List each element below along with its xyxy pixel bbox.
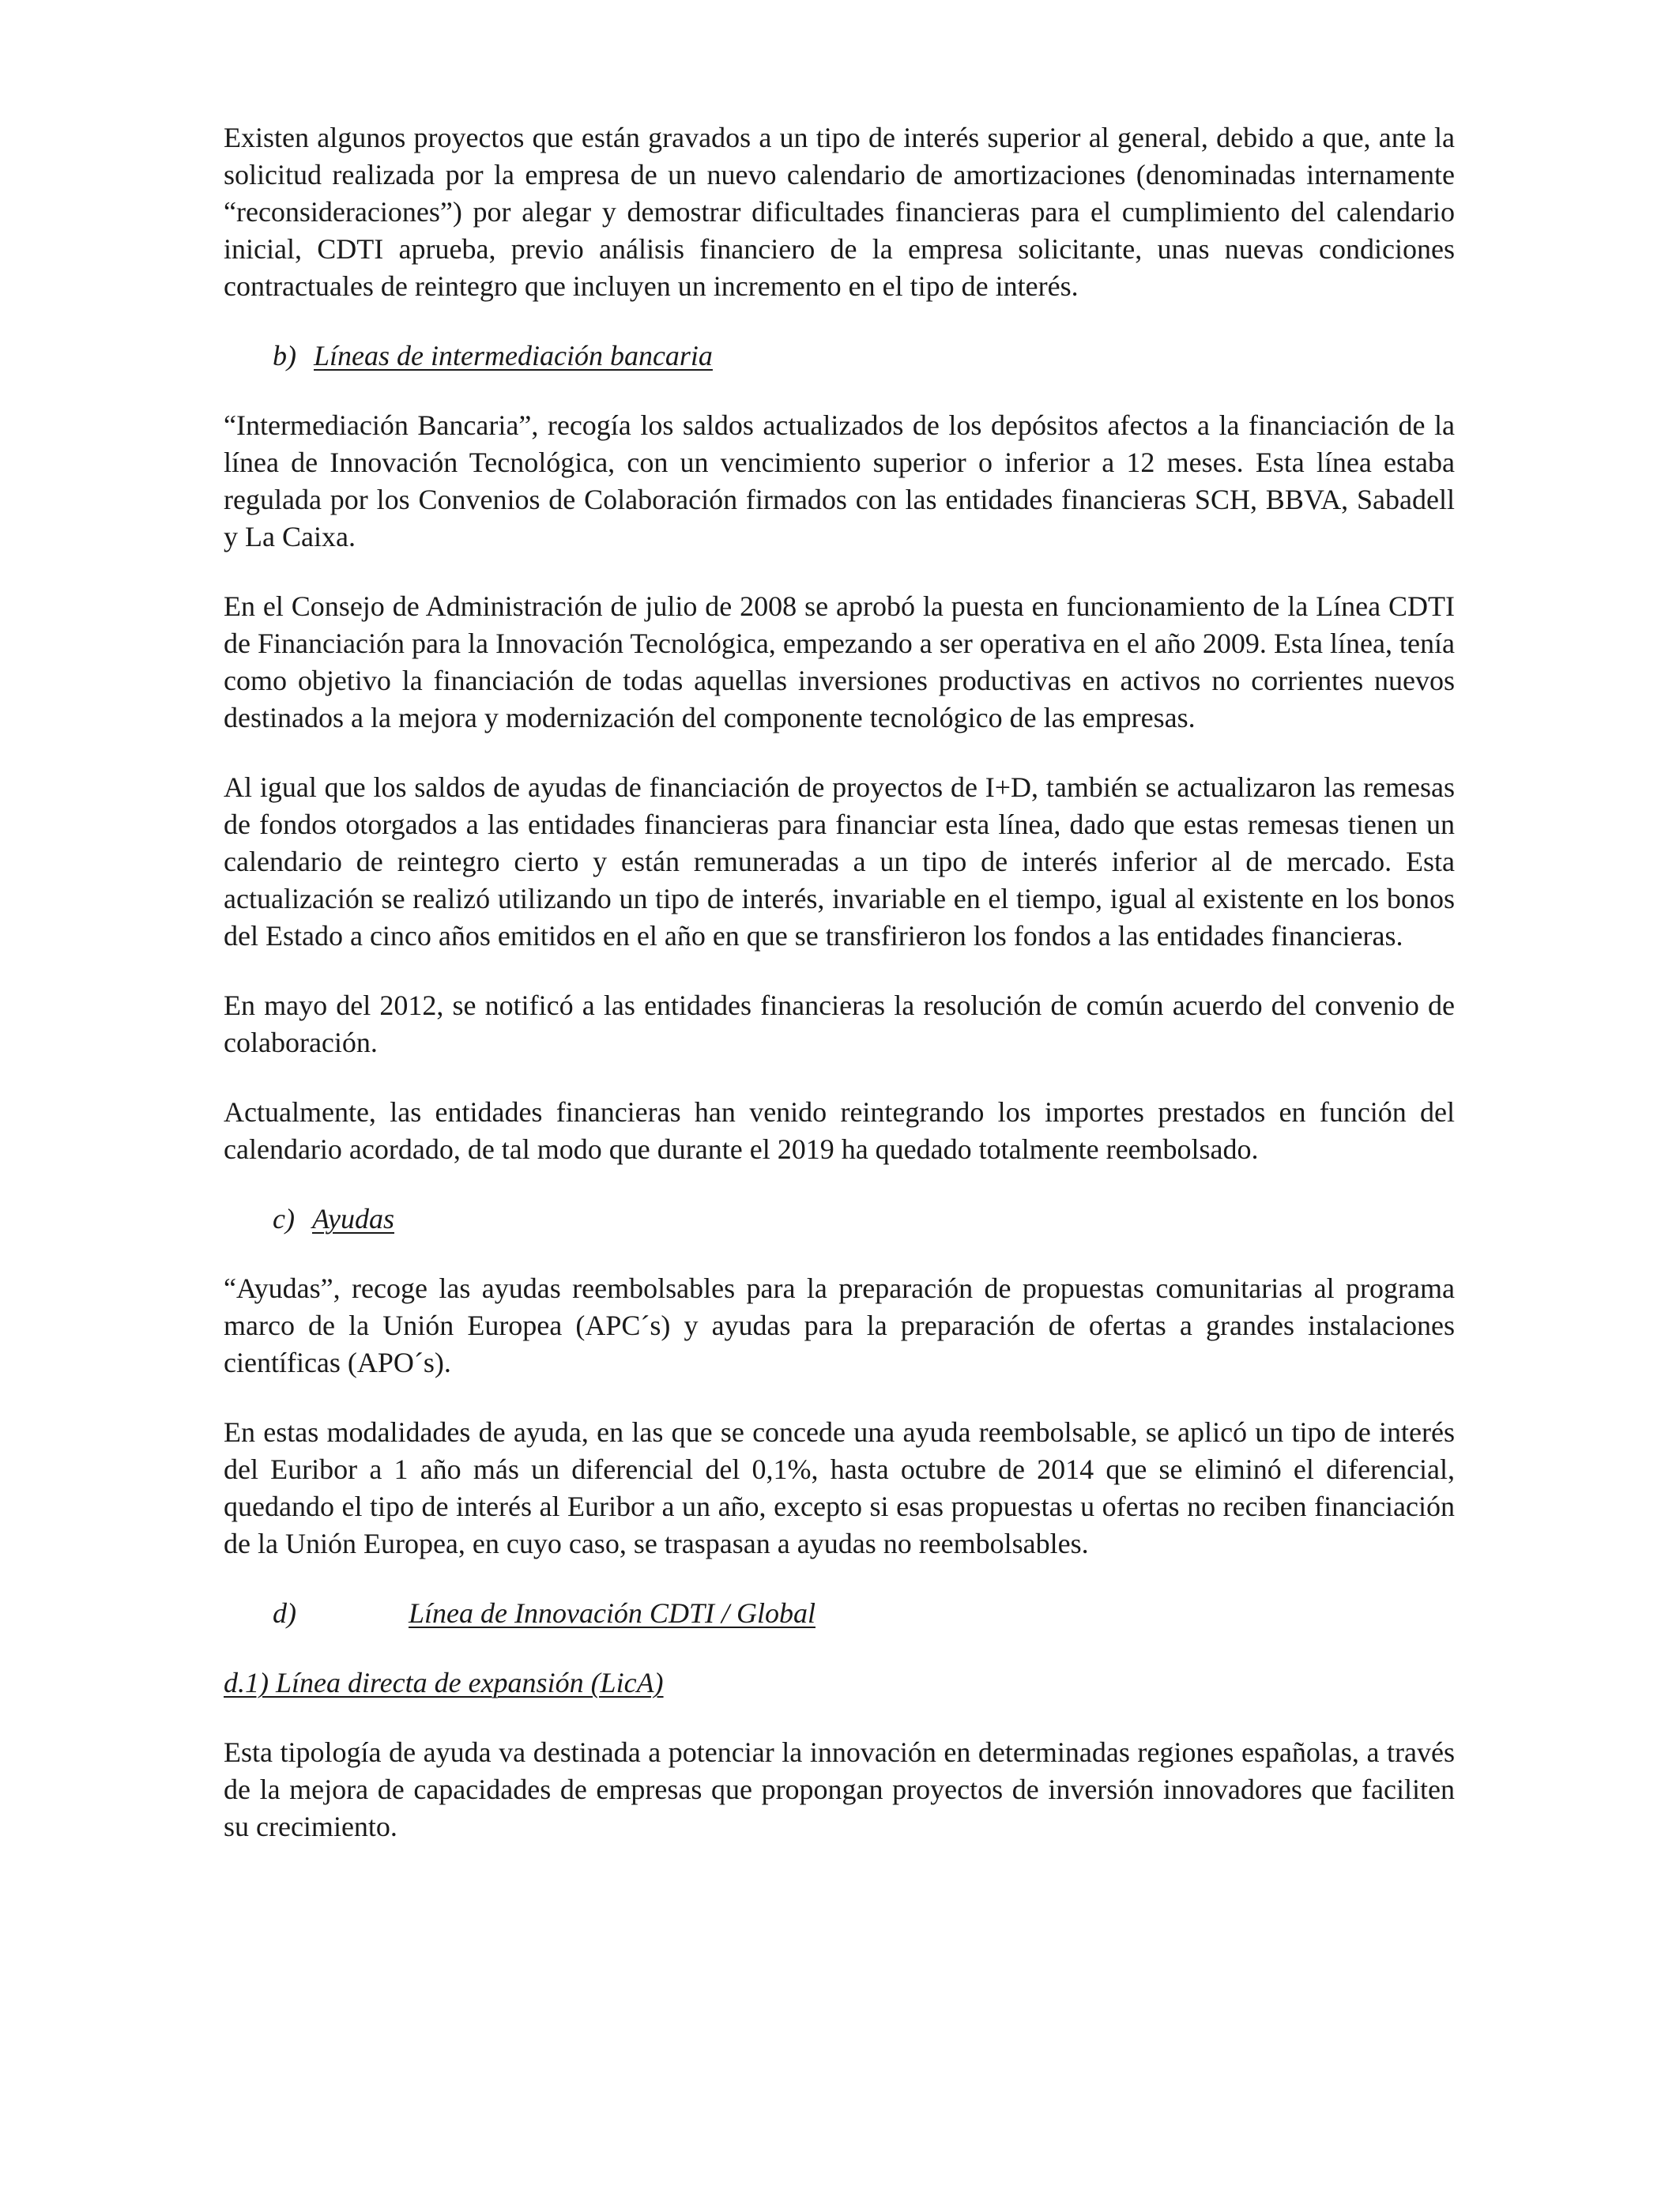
section-b-title: Líneas de intermediación bancaria [314, 340, 713, 371]
section-b-paragraph-3: Al igual que los saldos de ayudas de financiación de proyectos de I+D, también se actualizaron las remesas de fondos otorgados a las entidades financieras para financiar esta línea, dado que estas remesas tienen un calendario de reintegro cierto y están remuneradas a un tipo de interés inferior al de mercado. Esta actualización se realizó utilizando un tipo de interés, invariable en el tiempo, igual al existente en los bonos del Estado a cinco años emitidos en el año en que se transfirieron los fondos a las entidades financieras. [224, 771, 1455, 952]
subsection-d1-paragraph-1: Esta tipología de ayuda va destinada a potenciar la innovación en determinadas regiones españolas, a través de la mejora de capacidades de empresas que propongan proyectos de inversión innovadores que faciliten su crecimiento. [224, 1736, 1455, 1842]
section-b-paragraph-2: En el Consejo de Administración de julio de 2008 se aprobó la puesta en funcionamiento de la Línea CDTI de Financiación para la Innovación Tecnológica, empezando a ser operativa en el año 2009. Esta línea, tenía como objetivo la financiación de todas aquellas inversiones productivas en activos no corrientes nuevos destinados a la mejora y modernización del componente tecnológico de las empresas. [224, 590, 1455, 733]
section-b-paragraph-4: En mayo del 2012, se notificó a las entidades financieras la resolución de común acuerdo del convenio de colaboración. [224, 990, 1455, 1058]
intro-paragraph: Existen algunos proyectos que están gravados a un tipo de interés superior al general, debido a que, ante la solicitud realizada por la empresa de un nuevo calendario de amortizaciones (denominadas internamente “reconsideraciones”) por alegar y demostrar dificultades financieras para el cumplimiento del calendario inicial, CDTI aprueba, previo análisis financiero de la empresa solicitante, unas nuevas condiciones contractuales de reintegro que incluyen un incremento en el tipo de interés. [224, 122, 1455, 302]
section-d-heading [224, 1595, 1455, 1632]
section-c-paragraph-2: En estas modalidades de ayuda, en las que se concede una ayuda reembolsable, se aplicó un tipo de interés del Euribor a 1 año más un diferencial del 0,1%, hasta octubre de 2014 que se eliminó el diferencial, quedando el tipo de interés al Euribor a un año, excepto si esas propuestas u ofertas no reciben financiación de la Unión Europea, en cuyo caso, se traspasan a ayudas no reembolsables. [224, 1416, 1455, 1559]
section-c-heading [224, 1201, 1455, 1238]
document-body [224, 119, 1455, 1878]
section-d-title: Línea de Innovación CDTI / Global [409, 1597, 816, 1629]
section-b-paragraph-5: Actualmente, las entidades financieras han venido reintegrando los importes prestados en función del calendario acordado, de tal modo que durante el 2019 ha quedado totalmente reembolsado. [224, 1096, 1455, 1165]
subsection-d1-title: d.1) Línea directa de expansión (LicA) [224, 1667, 664, 1698]
section-c-label: c) [273, 1203, 295, 1235]
section-c-title: Ayudas [311, 1203, 394, 1235]
subsection-d1-heading [224, 1664, 1455, 1702]
section-b-label: b) [273, 340, 296, 371]
section-b-heading [224, 337, 1455, 375]
section-b-paragraph-1: “Intermediación Bancaria”, recogía los saldos actualizados de los depósitos afectos a la financiación de la línea de Innovación Tecnológica, con un vencimiento superior o inferior a 12 meses. Esta línea estaba regulada por los Convenios de Colaboración firmados con las entidades financieras SCH, BBVA, Sabadell y La Caixa. [224, 409, 1455, 552]
section-c-paragraph-1: “Ayudas”, recoge las ayudas reembolsables para la preparación de propuestas comunitarias al programa marco de la Unión Europea (APC´s) y ayudas para la preparación de ofertas a grandes instalaciones científicas (APO´s). [224, 1272, 1455, 1378]
section-d-label: d) [273, 1597, 296, 1629]
